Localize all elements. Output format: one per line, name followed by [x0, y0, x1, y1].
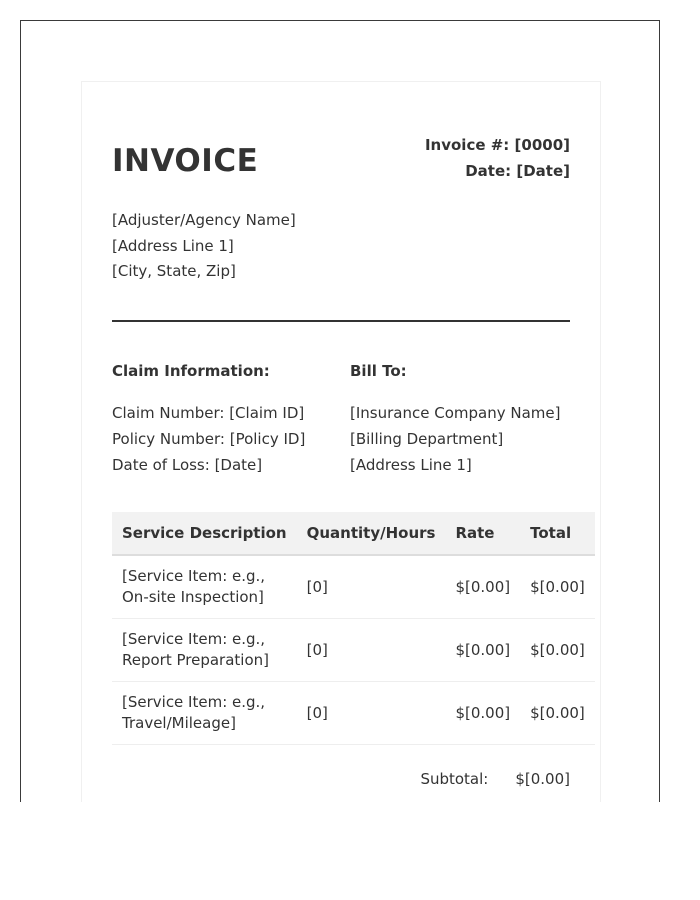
service-rate: $[0.00]: [445, 682, 520, 745]
table-header-row: [112, 512, 595, 555]
table-row: [112, 619, 595, 682]
policy-number: Policy Number: [Policy ID]: [112, 430, 306, 448]
column-header-quantity-hours: Quantity/Hours: [297, 512, 446, 555]
table-row: [112, 682, 595, 745]
claim-information: [112, 360, 342, 478]
claim-information-heading: Claim Information:: [112, 362, 270, 380]
header-divider: [112, 320, 570, 322]
invoice-date: Date: [Date]: [465, 162, 570, 180]
column-header-rate: Rate: [445, 512, 520, 555]
insurance-company-name: [Insurance Company Name]: [350, 404, 561, 422]
subtotal-label: Subtotal:: [420, 770, 489, 788]
service-rate: $[0.00]: [445, 555, 520, 619]
subtotal-value: $[0.00]: [515, 770, 570, 788]
service-description: [Service Item: e.g., Report Preparation]: [112, 619, 297, 682]
service-description: [Service Item: e.g., On-site Inspection]: [112, 555, 297, 619]
bill-to-address-line-1: [Address Line 1]: [350, 456, 472, 474]
service-total: $[0.00]: [520, 619, 595, 682]
invoice-meta: [425, 132, 570, 184]
bill-to: [350, 360, 580, 478]
adjuster-address: [112, 208, 296, 285]
invoice-number: Invoice #: [0000]: [424, 136, 570, 154]
claim-number: Claim Number: [Claim ID]: [112, 404, 305, 422]
service-quantity: [0]: [297, 682, 446, 745]
page-frame: [20, 20, 660, 802]
subtotal-row: [420, 770, 570, 788]
invoice-title: INVOICE: [112, 143, 259, 179]
service-rate: $[0.00]: [445, 619, 520, 682]
service-quantity: [0]: [297, 555, 446, 619]
column-header-total: Total: [520, 512, 595, 555]
invoice-document: [81, 81, 601, 802]
adjuster-name: [Adjuster/Agency Name]: [112, 211, 296, 229]
bill-to-heading: Bill To:: [350, 362, 407, 380]
column-header-service-description: Service Description: [112, 512, 297, 555]
service-total: $[0.00]: [520, 555, 595, 619]
service-description: [Service Item: e.g., Travel/Mileage]: [112, 682, 297, 745]
services-table: [112, 512, 595, 745]
date-of-loss: Date of Loss: [Date]: [112, 456, 263, 474]
table-row: [112, 555, 595, 619]
adjuster-address-line-1: [Address Line 1]: [112, 236, 234, 255]
service-total: $[0.00]: [520, 682, 595, 745]
billing-department: [Billing Department]: [350, 430, 504, 448]
service-quantity: [0]: [297, 619, 446, 682]
adjuster-city-state-zip: [City, State, Zip]: [112, 262, 236, 280]
